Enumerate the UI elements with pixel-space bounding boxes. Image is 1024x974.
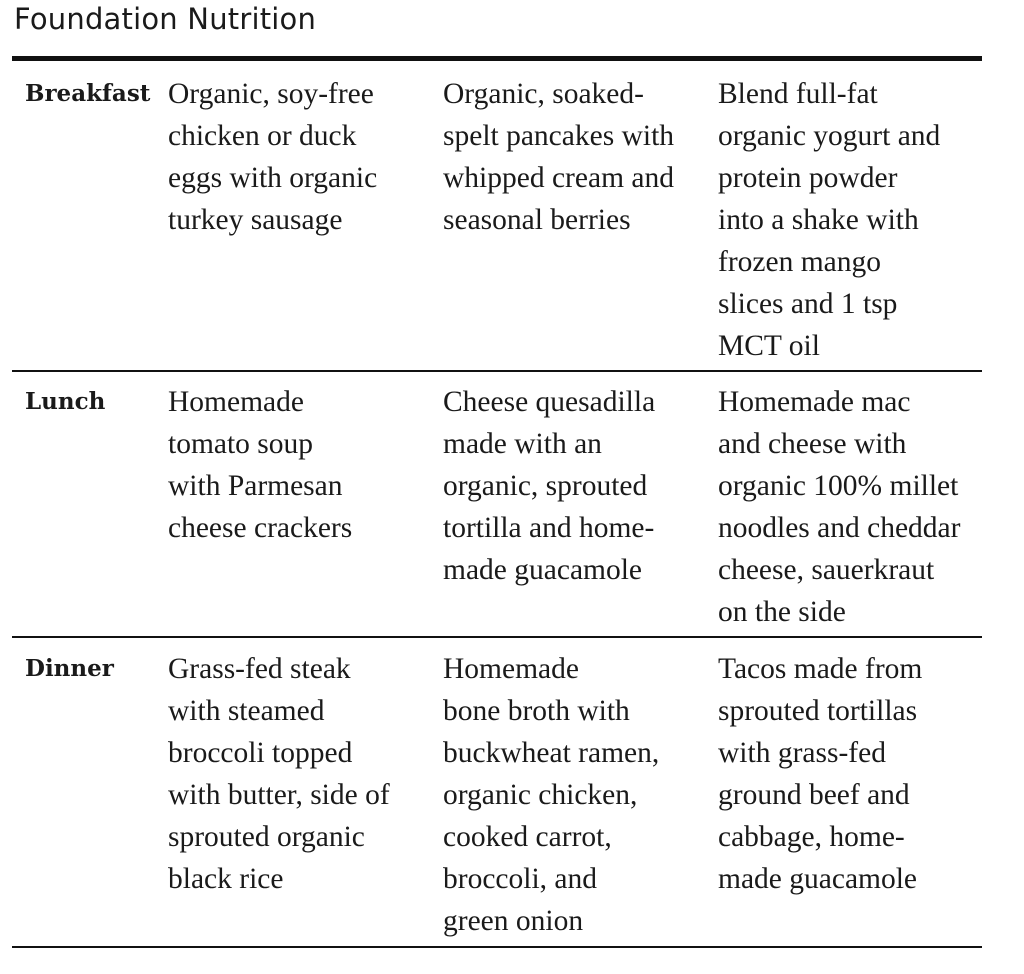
title-rule <box>12 56 982 61</box>
breakfast-option-2: Organic, soaked- spelt pancakes with whipped cream and seasonal berries <box>443 78 675 236</box>
row-divider <box>12 370 982 372</box>
dinner-option-1: Grass-fed steak with steamed broccoli topped with butter, side of sprouted organic black rice <box>168 653 390 895</box>
row-divider <box>12 636 982 638</box>
dinner-option-3: Tacos made from sprouted tortillas with grass-fed ground beef and cabbage, home- made guacamole <box>718 653 923 895</box>
row-label-dinner: Dinner <box>25 655 114 682</box>
breakfast-option-3: Blend full-fat organic yogurt and protein powder into a shake with frozen mango slices and 1 tsp MCT oil <box>718 78 941 362</box>
breakfast-option-1: Organic, soy-free chicken or duck eggs with organic turkey sausage <box>168 78 378 236</box>
lunch-option-1: Homemade tomato soup with Parmesan cheese crackers <box>168 386 353 544</box>
lunch-option-2: Cheese quesadilla made with an organic, sprouted tortilla and home- made guacamole <box>443 386 656 586</box>
dinner-option-2: Homemade bone broth with buckwheat ramen, organic chicken, cooked carrot, broccoli, and green onion <box>443 653 660 937</box>
lunch-option-3: Homemade mac and cheese with organic 100% millet noodles and cheddar cheese, sauerkraut on the side <box>718 386 961 628</box>
page-title: Foundation Nutrition <box>14 2 317 36</box>
row-label-lunch: Lunch <box>25 388 106 415</box>
table-bottom-rule <box>12 946 982 948</box>
row-label-breakfast: Breakfast <box>25 80 151 107</box>
